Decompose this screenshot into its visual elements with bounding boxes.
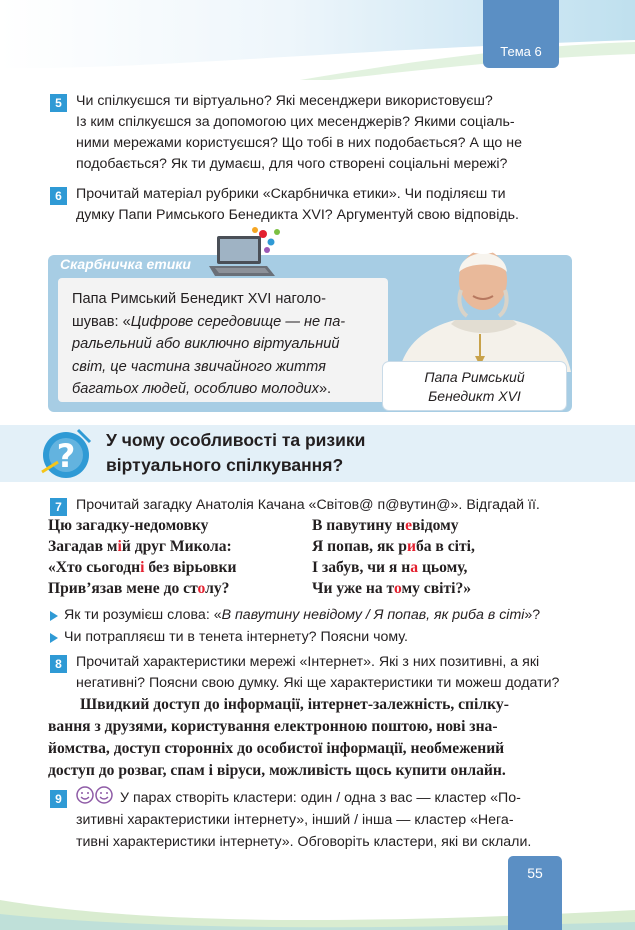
quote-line-plain: шував: «	[72, 313, 131, 330]
quote-line: світ, це частина звичайного життя	[72, 358, 326, 375]
poem-line	[48, 559, 237, 577]
poem-text: без вірьовки	[144, 559, 237, 576]
quote-line-plain: ».	[318, 381, 332, 397]
caption-line: Бенедикт XVI	[428, 388, 521, 404]
ethics-box-title: Скарбничка етики	[60, 256, 191, 272]
poem-text: ба в сіті,	[415, 538, 475, 555]
quote-line: ральельний або виключно віртуальний	[72, 336, 340, 352]
poem-text: Прив’язав мене до ст	[48, 580, 198, 597]
caption-line: Папа Римський	[424, 369, 525, 385]
poem-text: Чи уже на т	[312, 580, 394, 597]
q9-line: тивні характеристики інтернету». Обговоріть кластери, які ви склали.	[76, 834, 532, 850]
poem-highlight: е	[405, 517, 412, 534]
bullet-text: »?	[524, 607, 541, 623]
q8-line: негативні? Поясни свою думку. Які ще характеристики ти можеш додати?	[76, 675, 560, 691]
poem-text: лу?	[205, 580, 230, 597]
pope-portrait	[395, 232, 573, 372]
laptop-illustration	[205, 226, 285, 282]
quote-line	[72, 378, 331, 401]
topic-tab	[483, 0, 559, 68]
poem-highlight: і	[140, 559, 145, 576]
poem-line	[48, 538, 232, 556]
svg-text:?: ?	[56, 437, 76, 475]
poem-highlight: о	[197, 580, 206, 597]
poem-text: «Хто сьогодн	[48, 559, 141, 576]
bullet-arrow-icon	[50, 611, 58, 621]
bullet-italic: В павутину невідому / Я попав, як риба в сіті	[221, 607, 525, 623]
page-number-tab	[508, 856, 562, 930]
q5-line: Із ким спілкуєшся за допомогою цих месенджерів? Якими соціаль-	[76, 114, 515, 130]
bullet-text: Як ти розумієш слова: «	[64, 607, 222, 623]
poem-line	[312, 517, 459, 535]
poem-line	[312, 538, 475, 556]
paragraph-line: доступ до розваг, спам і віруси, можливість щось купити онлайн.	[48, 762, 506, 779]
poem-line	[312, 580, 471, 598]
poem-text: І забув, чи я н	[312, 559, 411, 576]
question-7-text: Прочитай загадку Анатолія Качана «Світов@ п@вутин@». Відгадай її.	[76, 497, 540, 513]
section-title-line: У чому особливості та ризики	[106, 430, 366, 450]
section-title-line: віртуального спілкування?	[106, 455, 344, 475]
question-number-9: 9	[50, 790, 67, 808]
topic-label: Тема 6	[500, 44, 542, 59]
poem-text: му світі?»	[401, 580, 472, 597]
poem-line	[312, 559, 467, 577]
pair-work-icon	[76, 785, 114, 805]
bullet-question-2: Чи потрапляєш ти в тенета інтернету? Поясни чому.	[64, 629, 408, 645]
poem-line	[48, 580, 229, 598]
q5-line: ними мережами користуєшся? Що тобі в них подобається? А що не	[76, 135, 522, 151]
paragraph-line: Швидкий доступ до інформації, інтернет-залежність, спілку-	[80, 696, 509, 713]
q9-line: зитивні характеристики інтернету», інший / інша — кластер «Нега-	[76, 812, 514, 828]
page-number: 55	[527, 865, 543, 881]
portrait-caption	[383, 362, 566, 410]
poem-text: Цю загадку-недомовку	[48, 517, 209, 534]
poem-line	[48, 517, 208, 535]
poem-text: Загадав м	[48, 538, 118, 555]
quote-line-italic: Цифрове середовище — не па-	[130, 313, 346, 330]
quote-line	[72, 311, 345, 334]
poem-highlight: и	[406, 538, 416, 555]
paragraph-line: йомства, доступ сторонніх до особистої інформації, необмежений	[48, 740, 505, 757]
q6-line: думку Папи Римського Бенедикта XVI? Аргументуй свою відповідь.	[76, 207, 519, 223]
paragraph-line: вання з друзями, користування електронною поштою, нові зна-	[48, 718, 498, 735]
question-number-8: 8	[50, 655, 67, 673]
poem-highlight: і	[117, 538, 122, 555]
poem-text: цьому,	[418, 559, 468, 576]
question-number-5: 5	[50, 94, 67, 112]
poem-text: й друг Микола:	[121, 538, 232, 555]
q6-line: Прочитай матеріал рубрики «Скарбничка етики». Чи поділяєш ти	[76, 186, 506, 202]
q8-line: Прочитай характеристики мережі «Інтернет». Які з них позитивні, а які	[76, 654, 540, 670]
quote-line-italic: багатьох людей, особливо молодих	[72, 381, 319, 397]
question-mark-icon	[38, 424, 98, 484]
bullet-question-1	[64, 605, 540, 626]
bullet-arrow-icon	[50, 633, 58, 643]
poem-text: Я попав, як р	[312, 538, 407, 555]
quote-line: Папа Римський Бенедикт XVI наголо-	[72, 291, 326, 307]
question-number-7: 7	[50, 498, 67, 516]
q5-line: Чи спілкуєшся ти віртуально? Які месенджери використовуєш?	[76, 93, 493, 109]
poem-highlight: а	[410, 559, 419, 576]
q5-line: подобається? Як ти думаєш, для чого створені соціальні мережі?	[76, 156, 508, 172]
poem-highlight: о	[393, 580, 402, 597]
poem-text: відому	[412, 517, 459, 534]
question-number-6: 6	[50, 187, 67, 205]
poem-text: В павутину н	[312, 517, 406, 534]
q9-line: У парах створіть кластери: один / одна з вас — кластер «По-	[120, 790, 521, 806]
